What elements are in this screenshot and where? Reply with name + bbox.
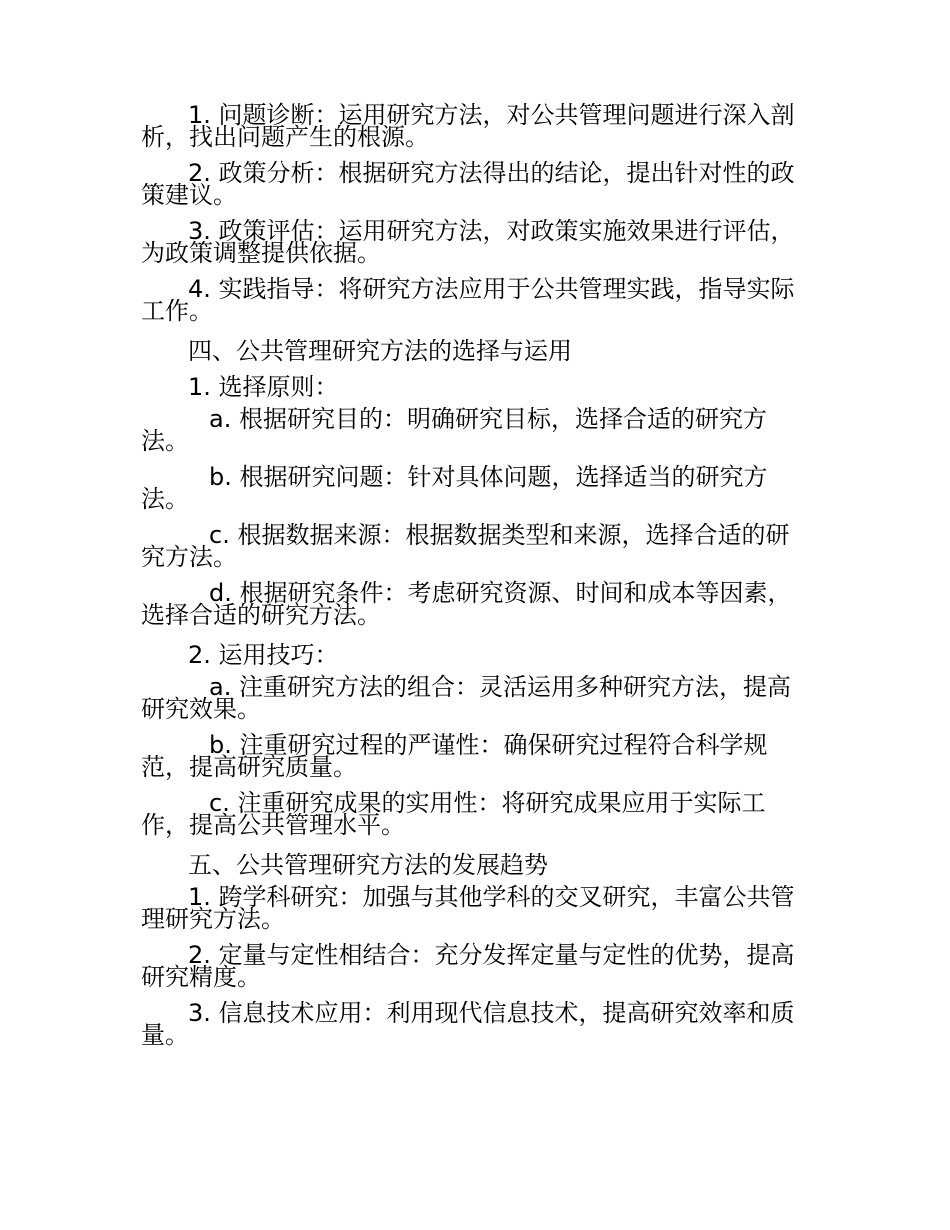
paragraph-result-practicality: c. 注重研究成果的实用性：将研究成果应用于实际工作，提高公共管理水平。 [141,789,766,839]
section-heading-five: 五、公共管理研究方法的发展趋势 [188,851,548,879]
paragraph-problem-diagnosis: 1. 问题诊断：运用研究方法，对公共管理问题进行深入剖析，找出问题产生的根源。 [141,101,795,151]
paragraph-interdisciplinary: 1. 跨学科研究：加强与其他学科的交叉研究，丰富公共管理研究方法。 [141,883,795,933]
document-body [141,101,813,1060]
paragraph-info-tech: 3. 信息技术应用：利用现代信息技术，提高研究效率和质量。 [141,999,795,1049]
paragraph-by-research-question: b. 根据研究问题：针对具体问题，选择适当的研究方法。 [141,463,768,513]
paragraph-by-research-conditions: d. 根据研究条件：考虑研究资源、时间和成本等因素，选择合适的研究方法。 [141,579,792,629]
section-heading-four: 四、公共管理研究方法的选择与运用 [188,337,572,365]
paragraph-by-research-purpose: a. 根据研究目的：明确研究目标，选择合适的研究方法。 [141,405,767,455]
subheading-application-skills: 2. 运用技巧： [188,641,339,669]
paragraph-quant-qual: 2. 定量与定性相结合：充分发挥定量与定性的优势，提高研究精度。 [141,941,795,991]
subheading-selection-principles: 1. 选择原则： [188,373,339,401]
paragraph-policy-evaluation: 3. 政策评估：运用研究方法，对政策实施效果进行评估，为政策调整提供依据。 [141,217,795,267]
paragraph-process-rigor: b. 注重研究过程的严谨性：确保研究过程符合科学规范，提高研究质量。 [141,731,768,781]
paragraph-method-combination: a. 注重研究方法的组合：灵活运用多种研究方法，提高研究效果。 [141,673,791,723]
paragraph-policy-analysis: 2. 政策分析：根据研究方法得出的结论，提出针对性的政策建议。 [141,159,795,209]
paragraph-by-data-source: c. 根据数据来源：根据数据类型和来源，选择合适的研究方法。 [141,521,790,571]
paragraph-practice-guidance: 4. 实践指导：将研究方法应用于公共管理实践，指导实际工作。 [141,275,795,325]
